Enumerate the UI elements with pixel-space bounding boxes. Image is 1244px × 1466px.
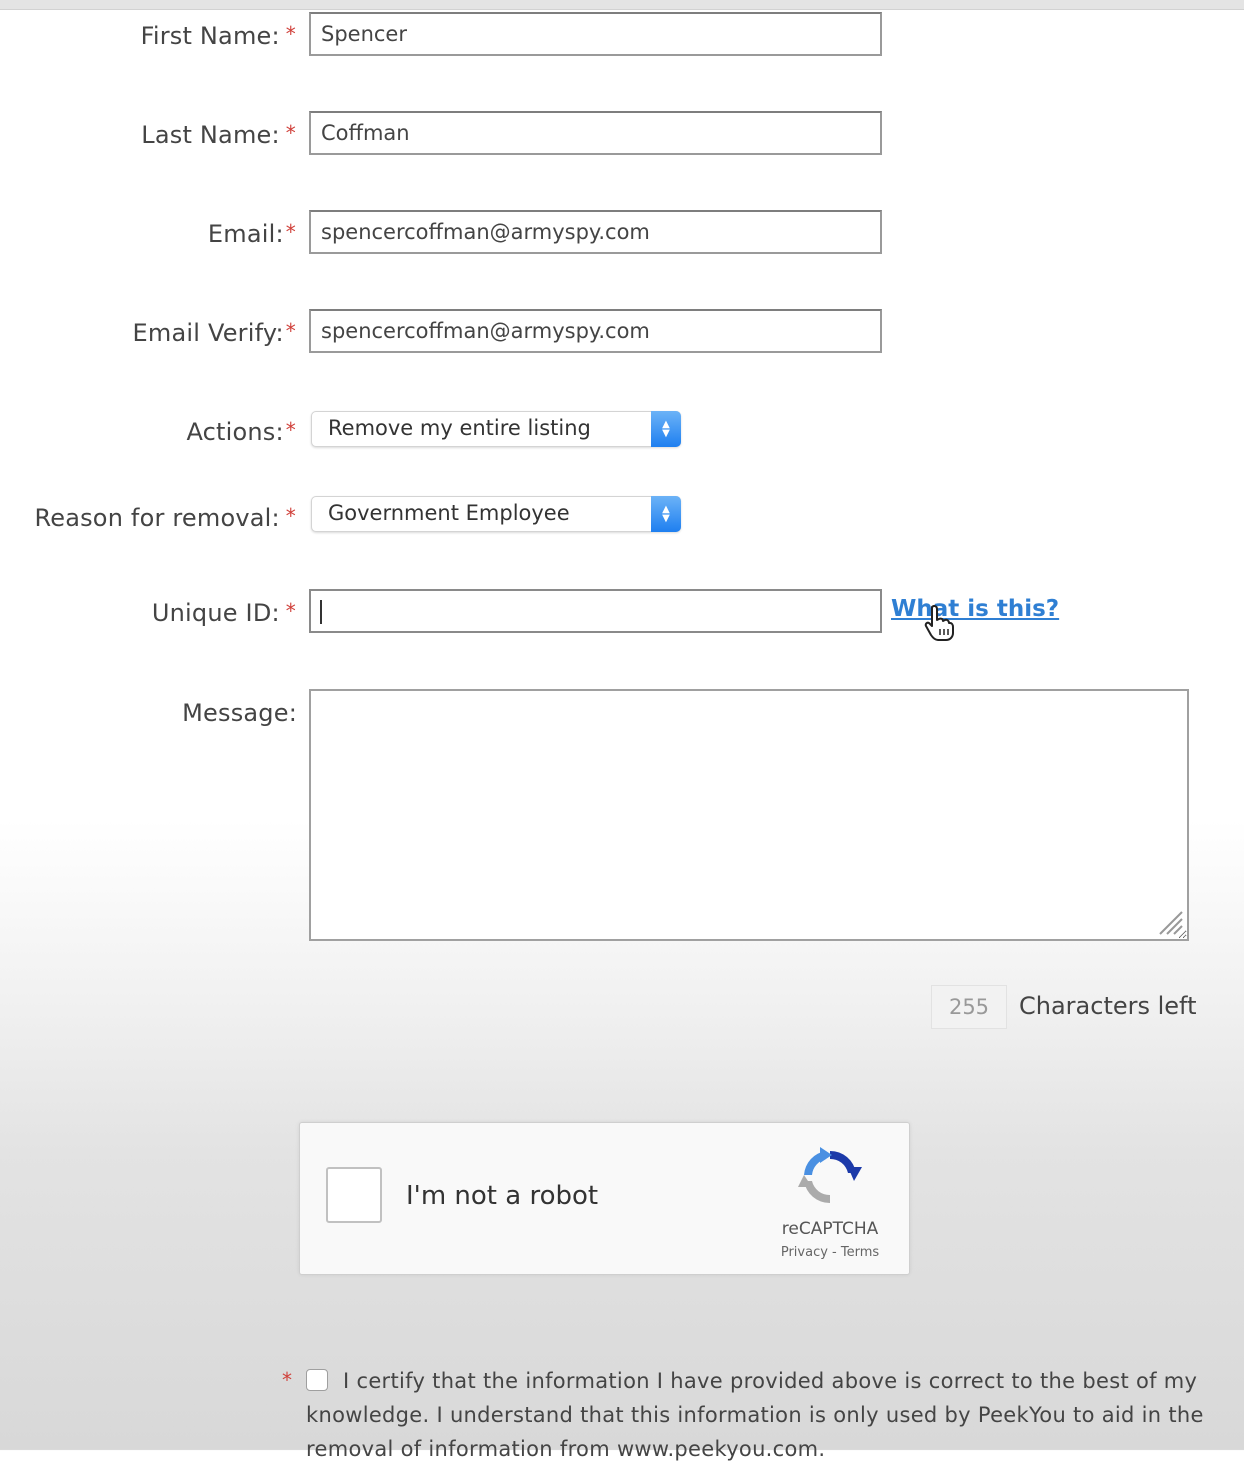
email-input[interactable] (309, 210, 882, 254)
recaptcha-logo-icon (796, 1145, 864, 1211)
top-bar (0, 0, 1244, 10)
message-label-text: Message: (182, 699, 297, 727)
last-name-label-text: Last Name: (141, 121, 280, 149)
recaptcha-widget (299, 1122, 910, 1275)
required-marker: * (285, 319, 296, 343)
recaptcha-checkbox[interactable] (326, 1167, 382, 1223)
resize-grip-icon[interactable] (1156, 908, 1184, 936)
required-marker: * (285, 220, 296, 244)
required-marker: * (285, 504, 296, 528)
last-name-label (141, 121, 296, 149)
reason-label-text: Reason for removal: (34, 504, 280, 532)
required-marker: * (285, 22, 296, 46)
characters-left-count: 255 (931, 985, 1007, 1029)
required-marker: * (285, 121, 296, 145)
message-textarea[interactable] (309, 689, 1189, 941)
actions-selected-value: Remove my entire listing (328, 416, 591, 440)
required-marker: * (285, 599, 296, 623)
actions-label (186, 418, 296, 446)
hand-cursor-icon (922, 604, 956, 642)
last-name-input[interactable] (309, 111, 882, 155)
what-is-this-link[interactable]: What is this? (891, 596, 1060, 622)
unique-id-label (152, 599, 296, 627)
select-arrows-icon: ▲ ▼ (651, 496, 681, 532)
certify-required-marker: * (282, 1368, 292, 1392)
text-caret (320, 600, 322, 624)
reason-selected-value: Government Employee (328, 501, 570, 525)
recaptcha-brand: reCAPTCHA (781, 1219, 879, 1239)
email-label (208, 220, 296, 248)
recaptcha-label: I'm not a robot (406, 1181, 599, 1211)
actions-select[interactable] (311, 411, 681, 447)
email-label-text: Email: (207, 220, 284, 248)
message-label (182, 699, 297, 727)
select-arrows-icon: ▲ ▼ (651, 411, 681, 447)
certify-text: I certify that the information I have provided above is correct to the best of my knowledge. I understand that this information is only used by PeekYou to aid in the removal of information from www.peekyou.com. (306, 1369, 1204, 1461)
reason-label (34, 504, 296, 532)
actions-label-text: Actions: (186, 418, 284, 446)
certify-checkbox[interactable] (306, 1369, 328, 1391)
first-name-label-text: First Name: (140, 22, 280, 50)
recaptcha-privacy-terms[interactable]: Privacy - Terms (780, 1245, 880, 1260)
reason-select[interactable] (311, 496, 681, 532)
email-verify-label (133, 319, 296, 347)
email-verify-label-text: Email Verify: (132, 319, 284, 347)
characters-left-label: Characters left (1019, 992, 1197, 1020)
first-name-input[interactable] (309, 12, 882, 56)
unique-id-label-text: Unique ID: (151, 599, 280, 627)
email-verify-input[interactable] (309, 309, 882, 353)
unique-id-input[interactable] (309, 589, 882, 633)
required-marker: * (285, 418, 296, 442)
first-name-label (141, 22, 296, 50)
